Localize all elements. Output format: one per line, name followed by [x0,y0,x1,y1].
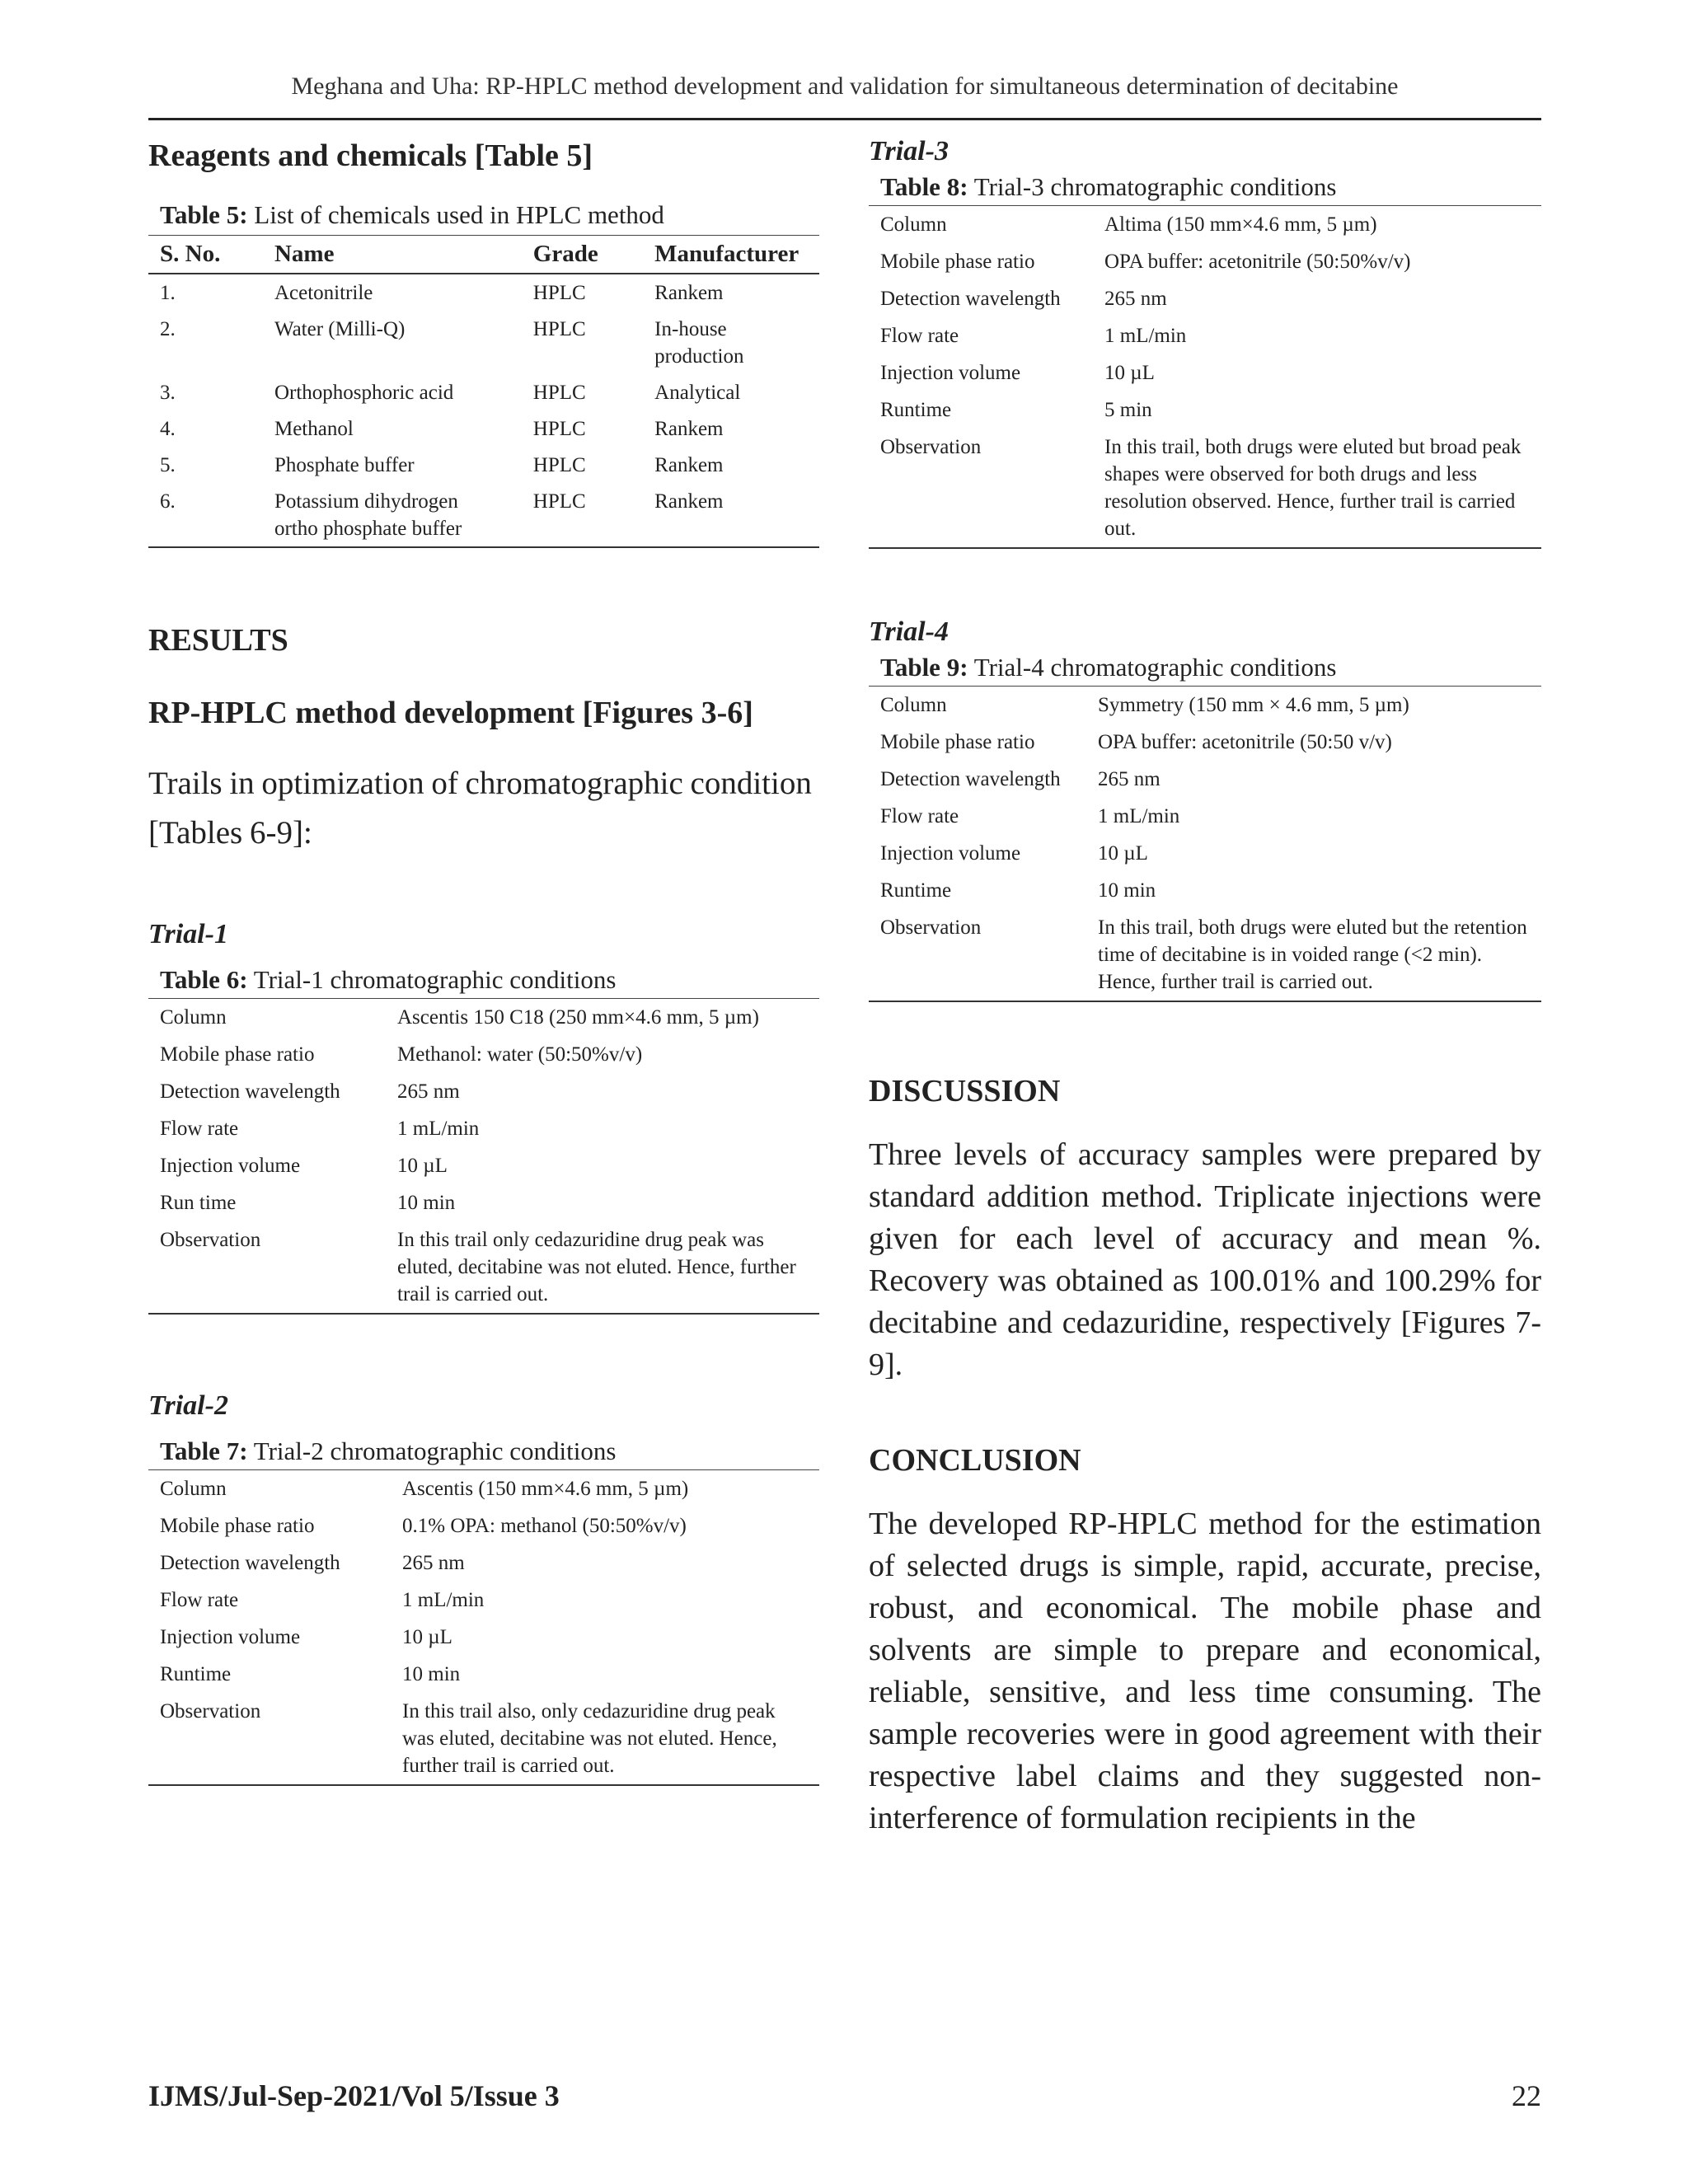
table-row [869,391,1541,429]
manufacturer-cell: In-house production [654,318,744,368]
value-cell: 10 min [397,1192,456,1214]
name-cell: Phosphate buffer [274,454,415,476]
trails-paragraph: Trails in optimization of chromatographic condition [Tables 6-9]: [148,766,812,851]
table-row [869,354,1541,391]
results-heading: RESULTS [148,623,288,658]
table-row [869,909,1541,1001]
table-row [148,1507,819,1544]
table-row [148,1184,819,1221]
table5-header-manufacturer: Manufacturer [643,236,819,274]
table-row [148,447,819,483]
value-cell: 1 mL/min [402,1589,485,1611]
value-cell: Methanol: water (50:50%v/v) [397,1043,643,1066]
table-row [148,311,819,374]
parameter-cell: Runtime [160,1663,232,1685]
manufacturer-cell: Rankem [654,418,724,440]
sno-cell: 4. [160,418,176,440]
value-cell: OPA buffer: acetonitrile (50:50 v/v) [1098,731,1392,753]
table5-chemicals [148,235,819,548]
value-cell: In this trail also, only cedazuridine drug peak was eluted, decitabine was not eluted. Hence, further trail is carried out. [402,1700,777,1777]
table-row [148,483,819,547]
reagents-heading: Reagents and chemicals [Table 5] [148,138,593,173]
table-row [148,1110,819,1147]
parameter-cell: Injection volume [880,362,1021,384]
value-cell: Altima (150 mm×4.6 mm, 5 µm) [1104,213,1377,236]
method-development-heading: RP-HPLC method development [Figures 3-6] [148,696,753,730]
manufacturer-cell: Rankem [654,454,724,476]
table-row [869,761,1541,798]
table-row [148,374,819,410]
parameter-cell: Observation [880,916,982,939]
parameter-cell: Mobile phase ratio [160,1515,315,1537]
value-cell: OPA buffer: acetonitrile (50:50%v/v) [1104,251,1411,273]
value-cell: Symmetry (150 mm × 4.6 mm, 5 µm) [1098,694,1409,716]
parameter-cell: Flow rate [160,1118,239,1140]
parameter-cell: Mobile phase ratio [160,1043,315,1066]
conclusion-heading: CONCLUSION [869,1443,1081,1478]
table-row [148,1656,819,1693]
parameter-cell: Run time [160,1192,237,1214]
value-cell: 10 µL [397,1155,448,1177]
parameter-cell: Column [880,694,947,716]
parameter-cell: Detection wavelength [880,288,1061,310]
parameter-cell: Observation [160,1700,261,1722]
sno-cell: 5. [160,454,176,476]
parameter-cell: Runtime [880,399,952,421]
journal-footer: IJMS/Jul-Sep-2021/Vol 5/Issue 3 [148,2079,560,2112]
parameter-cell: Observation [880,436,982,458]
manufacturer-cell: Rankem [654,490,724,513]
table-row [869,206,1541,244]
table-row [869,872,1541,909]
trial2-title: Trial-2 [148,1390,228,1421]
table-row [148,1544,819,1582]
value-cell: 10 µL [1098,842,1148,865]
name-cell: Acetonitrile [274,282,373,304]
value-cell: In this trail, both drugs were eluted but broad peak shapes were observed for both drugs and less resolution observed. Hence, further trail is carried out. [1104,436,1522,540]
table8-trial3-conditions [869,205,1541,549]
value-cell: 1 mL/min [1098,805,1180,827]
parameter-cell: Column [160,1006,227,1029]
grade-cell: HPLC [532,318,586,340]
table5-header-name: Name [263,236,522,274]
table7-trial2-conditions [148,1469,819,1786]
value-cell: 265 nm [397,1080,460,1103]
grade-cell: HPLC [532,490,586,513]
value-cell: 1 mL/min [397,1118,480,1140]
parameter-cell: Flow rate [880,805,959,827]
table-row [869,429,1541,548]
table-row [148,1619,819,1656]
table6-caption: Table 6: Trial-1 chromatographic conditions [160,965,617,994]
value-cell: 265 nm [1104,288,1167,310]
table8-caption: Table 8: Trial-3 chromatographic conditions [880,172,1337,201]
table-row [148,1221,819,1314]
grade-cell: HPLC [532,454,586,476]
parameter-cell: Flow rate [880,325,959,347]
table-row [869,243,1541,280]
table5-caption: Table 5: List of chemicals used in HPLC method [160,200,664,229]
parameter-cell: Flow rate [160,1589,239,1611]
table-row [148,1582,819,1619]
left-column [148,136,819,1786]
table-row [148,410,819,447]
sno-cell: 1. [160,282,176,304]
value-cell: 10 min [402,1663,461,1685]
sno-cell: 2. [160,318,176,340]
right-column [869,136,1541,1840]
table-row [869,317,1541,354]
sno-cell: 6. [160,490,176,513]
parameter-cell: Mobile phase ratio [880,731,1035,753]
value-cell: In this trail only cedazuridine drug peak was eluted, decitabine was not eluted. Hence, further trail is carried out. [397,1229,796,1305]
discussion-paragraph: Three levels of accuracy samples were prepared by standard addition method. Triplicate injections were given for each level of accuracy and mean %. Recovery was obtained as 100.01% and 100.29% for decitabine and cedazuridine, respectively [Figures 7-9]. [869,1137,1541,1382]
running-header: Meghana and Uha: RP-HPLC method development and validation for simultaneous determination of decitabine [291,73,1399,100]
parameter-cell: Column [880,213,947,236]
value-cell: Ascentis (150 mm×4.6 mm, 5 µm) [402,1478,689,1500]
value-cell: 265 nm [1098,768,1160,790]
table-row [148,274,819,311]
table5-header-grade: Grade [522,236,643,274]
parameter-cell: Column [160,1478,227,1500]
trial4-title: Trial-4 [869,616,949,647]
table-row [148,999,819,1037]
value-cell: 5 min [1104,399,1152,421]
name-cell: Methanol [274,418,354,440]
discussion-heading: DISCUSSION [869,1074,1061,1108]
table-row [869,724,1541,761]
parameter-cell: Detection wavelength [160,1080,340,1103]
table9-caption: Table 9: Trial-4 chromatographic conditions [880,653,1337,682]
table-row [148,1147,819,1184]
name-cell: Orthophosphoric acid [274,382,454,404]
table-row [148,1073,819,1110]
value-cell: 10 µL [1104,362,1155,384]
table5-header-sno: S. No. [148,236,263,274]
sno-cell: 3. [160,382,176,404]
name-cell: Potassium dihydrogen ortho phosphate buffer [274,490,462,540]
table-row [148,1036,819,1073]
table6-trial1-conditions [148,998,819,1315]
header-rule [148,118,1541,120]
table-row [869,798,1541,835]
table9-trial4-conditions [869,686,1541,1002]
parameter-cell: Injection volume [160,1155,301,1177]
parameter-cell: Injection volume [880,842,1021,865]
parameter-cell: Mobile phase ratio [880,251,1035,273]
trial3-title: Trial-3 [869,136,949,166]
manufacturer-cell: Rankem [654,282,724,304]
trial1-title: Trial-1 [148,919,228,949]
conclusion-paragraph: The developed RP-HPLC method for the estimation of selected drugs is simple, rapid, accurate, precise, robust, and economical. The mobile phase and solvents are simple to prepare and economical, reliable, sensitive, and less time consuming. The sample recoveries were in good agreement with their respective label claims and they suggested non-interference of formulation recipients in the [869,1507,1541,1835]
page-number: 22 [1512,2079,1541,2112]
value-cell: 10 µL [402,1626,452,1648]
parameter-cell: Observation [160,1229,261,1251]
table-row [869,280,1541,317]
parameter-cell: Runtime [880,879,952,902]
grade-cell: HPLC [532,282,586,304]
table-row [148,1693,819,1785]
grade-cell: HPLC [532,418,586,440]
value-cell: 0.1% OPA: methanol (50:50%v/v) [402,1515,687,1537]
table-row [148,1470,819,1508]
value-cell: 10 min [1098,879,1156,902]
table-row [869,687,1541,724]
table-row [869,835,1541,872]
value-cell: 1 mL/min [1104,325,1187,347]
parameter-cell: Injection volume [160,1626,301,1648]
manufacturer-cell: Analytical [654,382,741,404]
table5-header-row [148,236,819,274]
table7-caption: Table 7: Trial-2 chromatographic conditions [160,1436,617,1465]
value-cell: In this trail, both drugs were eluted but the retention time of decitabine is in voided range (<2 min). Hence, further trail is carried out. [1098,916,1527,993]
parameter-cell: Detection wavelength [160,1552,340,1574]
name-cell: Water (Milli-Q) [274,318,406,340]
value-cell: Ascentis 150 C18 (250 mm×4.6 mm, 5 µm) [397,1006,759,1029]
grade-cell: HPLC [532,382,586,404]
parameter-cell: Detection wavelength [880,768,1061,790]
value-cell: 265 nm [402,1552,465,1574]
